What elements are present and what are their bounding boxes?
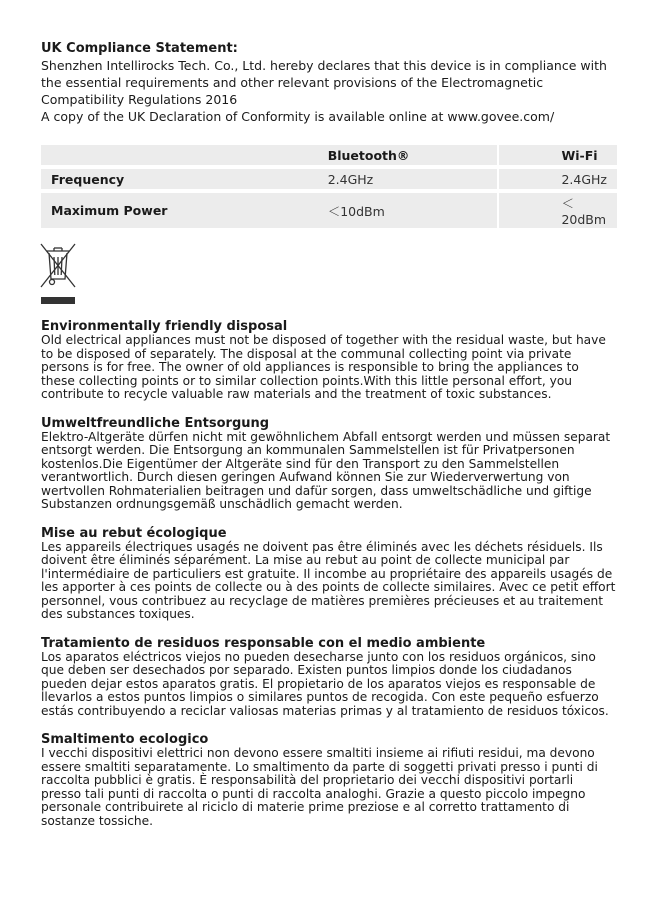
uk-compliance-line: the essential requirements and other relevant provisions of the Electromagnetic	[41, 75, 544, 90]
section-title: Umweltfreundliche Entsorgung	[41, 415, 270, 431]
spec-wifi-value: 2.4GHz	[497, 169, 617, 189]
section-title: Smaltimento ecologico	[41, 732, 209, 747]
spec-header-wifi: Wi-Fi	[497, 145, 617, 165]
section-body: Les appareils électriques usagés ne doivent pas être éliminés avec les déchets résiduels. Ils doivent être éliminés séparément. La mise au rebut au point de collecte municipal par l'intermédiaire de particuliers est gratuite. Il incombe au propriétaire des appareils usagés de les apporter à ces points de collecte ou à des points de collecte similaires. Avec ce petit effort personnel, vous contribuez au recyclage de matières premières précieuses et au traitement des substances toxiques.	[41, 539, 616, 621]
disposal-section-es	[41, 637, 616, 719]
section-title: Mise au rebut écologique	[41, 525, 227, 541]
disposal-sections	[41, 320, 616, 843]
spec-wifi-value: ＜20dBm	[497, 193, 617, 228]
spec-table-header-row	[41, 145, 617, 165]
disposal-section-fr	[41, 527, 616, 622]
spec-bluetooth-value: 2.4GHz	[283, 169, 498, 189]
disposal-section-it	[41, 733, 616, 828]
spec-header-bluetooth: Bluetooth®	[283, 145, 498, 165]
disposal-section-en	[41, 320, 616, 402]
uk-compliance-line: Compatibility Regulations 2016	[41, 92, 238, 107]
spec-bluetooth-value: ＜10dBm	[283, 193, 498, 228]
section-body: I vecchi dispositivi elettrici non devono essere smaltiti insieme ai rifiuti residui, ma devono essere smaltiti separatamente. Lo smaltimento da parte di soggetti privati presso i punti di raccolta pubblici è gratis. È responsabilità del proprietario dei vecchi dispositivi portarli presso tali punti di raccolta o punti di raccolta analoghi. Grazie a questo piccolo impegno personale contribuirete al riciclo di materie prime preziose e al corretto trattamento di sostanze tossiche.	[41, 746, 598, 828]
section-title: Tratamiento de residuos responsable con el medio ambiente	[41, 635, 486, 651]
section-body: Old electrical appliances must not be disposed of together with the residual waste, but have to be disposed of separately. The disposal at the communal collecting point via private persons is for free. The owner of old appliances is responsible to bring the appliances to these collecting points or to similar collection points.With this little personal effort, you contribute to recycle valuable raw materials and the treatment of toxic substances.	[41, 333, 606, 401]
crossed-out-wheelie-bin-icon	[38, 241, 78, 305]
spec-row-label: Maximum Power	[41, 193, 283, 228]
uk-compliance-line: Shenzhen Intellirocks Tech. Co., Ltd. hereby declares that this device is in compliance with	[41, 58, 607, 73]
spec-row-max-power	[41, 193, 617, 228]
spec-row-frequency	[41, 169, 617, 189]
section-title: Environmentally friendly disposal	[41, 319, 288, 334]
uk-compliance-title: UK Compliance Statement:	[41, 41, 238, 56]
section-body: Elektro-Altgeräte dürfen nicht mit gewöhnlichem Abfall entsorgt werden und müssen separat entsorgt werden. Die Entsorgung an kommunalen Sammelstellen ist für Privatpersonen kostenlos.Die Eigentümer der Altgeräte sind für den Transport zu den Sammelstellen verantwortlich. Durch diesen geringen Aufwand können Sie zur Wiederverwertung von wertvollen Rohmaterialien beitragen und dafür sorgen, dass umweltschädliche und giftige Substanzen ordnungsgemäß unschädlich gemacht werden.	[41, 429, 611, 511]
spec-header-empty	[41, 145, 283, 165]
uk-conformity-link-line: A copy of the UK Declaration of Conformity is available online at www.govee.com/	[41, 109, 555, 124]
section-body: Los aparatos eléctricos viejos no pueden desecharse junto con los residuos orgánicos, sino que deben ser desechados por separado. Existen puntos limpios donde los ciudadanos pueden dejar estos aparatos gratis. El propietario de los aparatos viejos es responsable de llevarlos a estos puntos limpios o similares puntos de recogida. Con este pequeño esfuerzo estás contribuyendo a reciclar valiosas materias primas y al tratamiento de residuos tóxicos.	[41, 649, 609, 718]
disposal-section-de	[41, 417, 616, 512]
spec-row-label: Frequency	[41, 169, 283, 189]
uk-compliance-statement	[41, 40, 621, 125]
wireless-spec-table	[41, 141, 617, 232]
